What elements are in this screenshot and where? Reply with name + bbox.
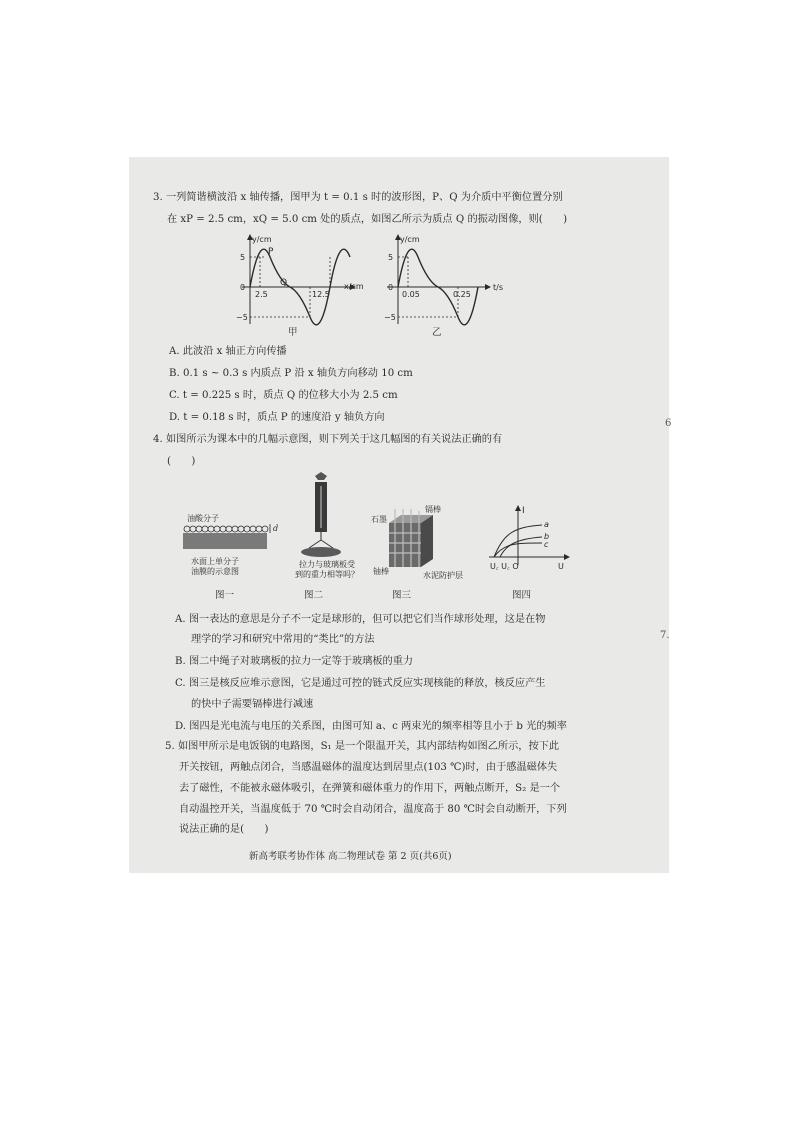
jia-ytick-neg5: −5 [236, 313, 248, 322]
q4-option-a-line2: 理学的学习和研究中常用的“类比”的方法 [191, 634, 375, 645]
fig3-caption: 图三 [392, 590, 412, 601]
yi-ytick-5: 5 [388, 253, 394, 262]
jia-ylabel: y/cm [252, 235, 272, 244]
fig1-label-d: d [273, 524, 279, 533]
q3-stem-line2: 在 xP = 2.5 cm，xQ = 5.0 cm 处的质点，如图乙所示为质点 Q 的振动图像，则( ) [167, 214, 568, 225]
fig1-label-under1: 水面上单分子 [191, 557, 239, 566]
fig3-label-graphite: 石墨 [371, 515, 387, 524]
q4-option-a-line1: A. 图一表达的意思是分子不一定是球形的，但可以把它们当作球形处理，这是在物 [175, 614, 546, 625]
jia-ytick-0: 0 [240, 283, 246, 292]
q4-option-c-line2: 的快中子需要镉棒进行减速 [191, 699, 314, 710]
oleic-film-illustration [181, 519, 281, 559]
yi-ylabel: y/cm [400, 235, 420, 244]
yi-xtick-0-05: 0.05 [402, 290, 420, 299]
fig4-label-b: b [544, 532, 550, 541]
q4-option-b: B. 图二中绳子对玻璃板的拉力一定等于玻璃板的重力 [175, 656, 414, 667]
wave-graph-jia [232, 232, 372, 332]
fig4-label-i: I [522, 506, 525, 516]
jia-caption: 甲 [288, 327, 298, 338]
exam-page [129, 157, 672, 873]
edge-mark-7: 7. [660, 630, 670, 641]
fig4-label-u: U [558, 562, 564, 571]
jia-ytick-5: 5 [240, 253, 246, 262]
fig3-label-shield: 水泥防护层 [423, 571, 463, 580]
fig4-label-uc: U꜀ U꜀ O [490, 562, 519, 571]
spring-scale-illustration [297, 472, 347, 562]
fig4-caption: 图四 [512, 590, 532, 601]
fig4-label-a: a [544, 520, 549, 529]
photocurrent-graph [484, 503, 574, 575]
fig1-label-under2: 油膜的示意图 [191, 567, 239, 576]
fig4-label-c: c [544, 540, 549, 549]
yi-xlabel: t/s [493, 283, 503, 292]
fig1-label-oleic: 油酸分子 [187, 514, 219, 523]
jia-q-label: Q [280, 278, 288, 288]
page-footer: 新高考联考协作体 高二物理试卷 第 2 页(共6页) [249, 851, 452, 862]
q3-option-b: B. 0.1 s ~ 0.3 s 内质点 P 沿 x 轴负方向移动 10 cm [169, 368, 413, 379]
yi-caption: 乙 [432, 327, 442, 338]
edge-mark-6: 6 [665, 418, 672, 429]
fig2-label-under2: 到的重力相等吗？ [295, 570, 359, 579]
vibration-graph-yi [377, 232, 517, 332]
q4-stem-line2: ( ) [167, 456, 196, 467]
reactor-illustration [381, 509, 441, 575]
fig1-caption: 图一 [215, 590, 235, 601]
q3-option-a: A. 此波沿 x 轴正方向传播 [169, 346, 287, 357]
fig2-caption: 图二 [304, 590, 324, 601]
fig2-label-under1: 拉力与玻璃板受 [299, 560, 355, 569]
q5-line1: 5. 如图甲所示是电饭锅的电路图，S₁ 是一个限温开关，其内部结构如图乙所示，按下此 [165, 741, 560, 752]
q3-option-d: D. t = 0.18 s 时，质点 P 的速度沿 y 轴负方向 [169, 412, 385, 423]
q5-line2: 开关按钮，两触点闭合，当感温磁体的温度达到居里点(103 ℃)时，由于感温磁体失 [179, 762, 558, 773]
fig3-label-uranium-rod: 铀棒 [373, 567, 389, 576]
q5-line5: 说法正确的是( ) [179, 824, 269, 835]
q3-stem-line1: 3. 一列简谐横波沿 x 轴传播，图甲为 t = 0.1 s 时的波形图，P、Q 为介质中平衡位置分别 [153, 192, 563, 203]
jia-xtick-12-5: 12.5 [312, 290, 330, 299]
q5-line4: 自动温控开关，当温度低于 70 ℃时会自动闭合，温度高于 80 ℃时会自动断开，下列 [179, 804, 567, 815]
q4-option-d: D. 图四是光电流与电压的关系图，由图可知 a、c 两束光的频率相等且小于 b 光的频率 [175, 721, 567, 732]
q3-option-c: C. t = 0.225 s 时，质点 Q 的位移大小为 2.5 cm [169, 390, 398, 401]
q5-line3: 去了磁性，不能被永磁体吸引，在弹簧和磁体重力的作用下，两触点断开，S₂ 是一个 [179, 783, 561, 794]
jia-xtick-2-5: 2.5 [255, 290, 268, 299]
jia-p-label: P [268, 247, 274, 257]
jia-xlabel: x/cm [344, 282, 364, 291]
fig3-label-cadmium-rod: 镉棒 [425, 505, 441, 514]
yi-ytick-neg5: −5 [384, 313, 396, 322]
yi-xtick-0-25: 0.25 [453, 290, 471, 299]
q4-option-c-line1: C. 图三是核反应堆示意图，它是通过可控的链式反应实现核能的释放，核反应产生 [175, 678, 546, 689]
q4-stem-line1: 4. 如图所示为课本中的几幅示意图，则下列关于这几幅图的有关说法正确的有 [153, 434, 503, 445]
yi-ytick-0: 0 [388, 283, 394, 292]
